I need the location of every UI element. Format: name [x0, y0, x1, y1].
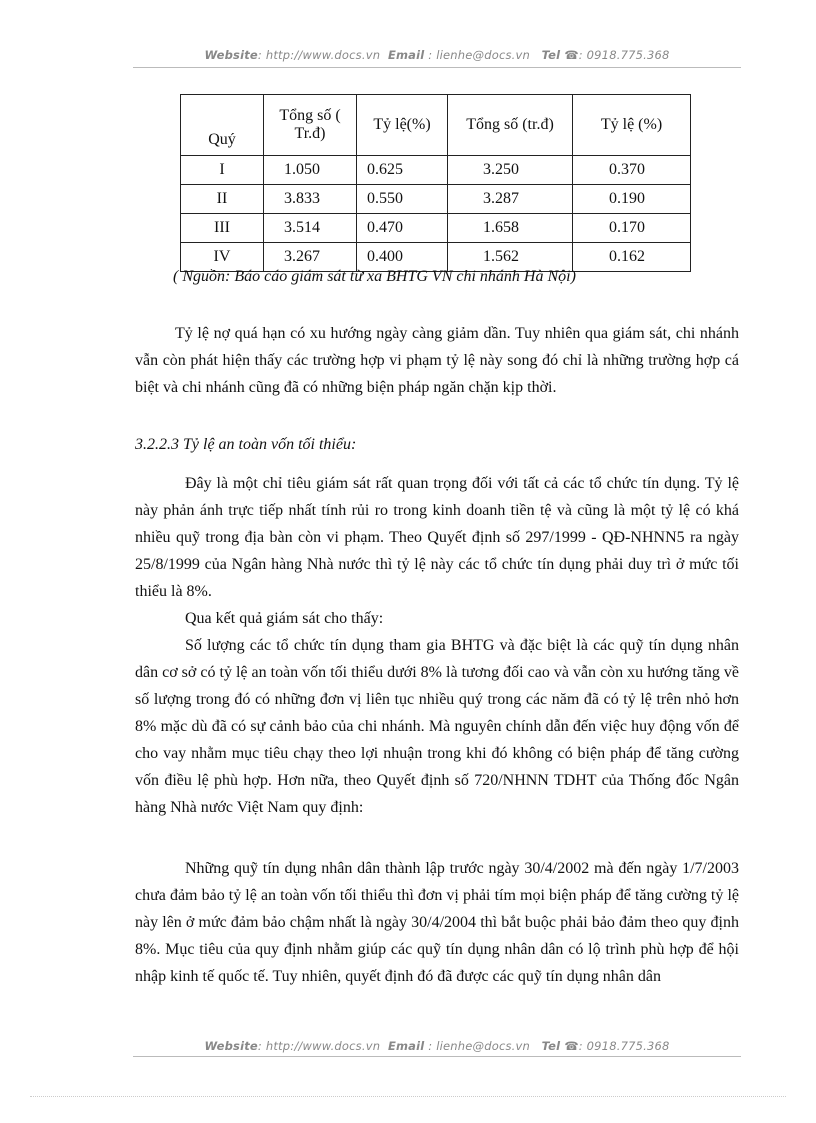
- table-cell: 0.470: [357, 214, 448, 243]
- footer-email-label: Email: [387, 1039, 425, 1053]
- section-heading: 3.2.2.3 Tỷ lệ an toàn vốn tối thiểu:: [135, 436, 357, 453]
- table-cell: 1.658: [448, 214, 573, 243]
- table-row: [181, 156, 691, 185]
- table-cell: II: [181, 185, 264, 214]
- table-header-cell: Tổng số (tr.đ): [448, 95, 573, 156]
- table-cell: 0.400: [357, 243, 448, 272]
- table-cell: 3.287: [448, 185, 573, 214]
- paragraph: Tỷ lệ nợ quá hạn có xu hướng ngày càng giảm dần. Tuy nhiên qua giám sát, chi nhánh vẫn còn phát hiện thấy các trường hợp vi phạm tỷ lệ này song đó chỉ là những trường hợp cá biệt và chi nhánh cũng đã có những biện pháp ngăn chặn kịp thời.: [135, 325, 739, 396]
- table-header-cell: Tỷ lệ(%): [357, 95, 448, 156]
- header-email-value: : lienhe@docs.vn: [428, 48, 531, 62]
- table-header-row: [181, 95, 691, 156]
- header-website-label: Website: [204, 48, 258, 62]
- table-cell: 3.267: [264, 243, 357, 272]
- page-header: [133, 48, 741, 62]
- header-email-label: Email: [387, 48, 425, 62]
- table-cell: 0.625: [357, 156, 448, 185]
- footer-divider: [133, 1056, 741, 1057]
- phone-icon: ☎: [564, 1039, 579, 1053]
- paragraph: Những quỹ tín dụng nhân dân thành lập trước ngày 30/4/2002 mà đến ngày 1/7/2003 chưa đảm bảo tỷ lệ an toàn vốn tối thiểu thì đơn vị phải tím mọi biện pháp để tăng cường tỷ lệ này lên ở mức đảm bảo chậm nhất là ngày 30/4/2004 thì bắt buộc phải bảo đảm theo quy định 8%. Mục tiêu của quy định nhằm giúp các quỹ tín dụng nhân dân có lộ trình phù hợp để hội nhập kinh tế quốc tế. Tuy nhiên, quyết định đó đã được các quỹ tín dụng nhân dân: [135, 860, 739, 985]
- page-bottom-divider: [30, 1096, 786, 1097]
- table-header-cell: Quý: [181, 95, 264, 156]
- table-cell: IV: [181, 243, 264, 272]
- table-row: [181, 214, 691, 243]
- table-cell: 0.370: [573, 156, 691, 185]
- footer-website-label: Website: [204, 1039, 258, 1053]
- data-table: [180, 94, 691, 272]
- table-row: [181, 185, 691, 214]
- header-tel-value: : 0918.775.368: [578, 48, 670, 62]
- paragraph: Số lượng các tổ chức tín dụng tham gia BHTG và đặc biệt là các quỹ tín dụng nhân dân cơ sở có tỷ lệ an toàn vốn tối thiểu dưới 8% là tương đối cao và vẫn còn xu hướng tăng về số lượng trong đó có những đơn vị liên tục nhiều quý trong các năm đã có tỷ lệ trên nhỏ hơn 8% mặc dù đã có sự cảnh bảo của chi nhánh. Mà nguyên chính dẫn đến việc huy động vốn để cho vay nhằm mục tiêu chạy theo lợi nhuận trong khi đó không có biện pháp để tăng cường vốn điều lệ phù hợp. Hơn nữa, theo Quyết định số 720/NHNN TDHT của Thống đốc Ngân hàng Nhà nước Việt Nam quy định:: [135, 637, 739, 816]
- table-header-cell: Tỷ lệ (%): [573, 95, 691, 156]
- paragraph: Đây là một chỉ tiêu giám sát rất quan trọng đối với tất cả các tổ chức tín dụng. Tỷ lệ này phản ánh trực tiếp nhất tính rủi ro trong kinh doanh tiền tệ và cũng là một tỷ lệ có khá nhiều quỹ trong địa bàn còn vi phạm. Theo Quyết định số 297/1999 - QĐ-NHNN5 ra ngày 25/8/1999 của Ngân hàng Nhà nước thì tỷ lệ này các tổ chức tín dụng phải duy trì ở mức tối thiểu là 8%.: [135, 475, 739, 600]
- table-cell: 3.833: [264, 185, 357, 214]
- table-cell: 0.550: [357, 185, 448, 214]
- header-divider: [133, 67, 741, 68]
- footer-tel-value: : 0918.775.368: [578, 1039, 670, 1053]
- footer-email-value: : lienhe@docs.vn: [428, 1039, 531, 1053]
- phone-icon: ☎: [564, 48, 579, 62]
- table-cell: III: [181, 214, 264, 243]
- table-cell: 0.190: [573, 185, 691, 214]
- table-cell: 0.170: [573, 214, 691, 243]
- table-cell: 1.562: [448, 243, 573, 272]
- table-source-note: ( Nguồn: Báo cáo giám sát từ xa BHTG VN chi nhánh Hà Nội): [173, 268, 576, 285]
- footer-tel-label: Tel: [541, 1039, 561, 1053]
- footer-website-value: : http://www.docs.vn: [257, 1039, 381, 1053]
- table-cell: 1.050: [264, 156, 357, 185]
- table-header-cell: Tổng số ( Tr.đ): [264, 95, 357, 156]
- table-cell: 3.514: [264, 214, 357, 243]
- table-cell: 0.162: [573, 243, 691, 272]
- header-tel-label: Tel: [541, 48, 561, 62]
- header-website-value: : http://www.docs.vn: [257, 48, 381, 62]
- table-cell: I: [181, 156, 264, 185]
- table-cell: 3.250: [448, 156, 573, 185]
- page-footer: [133, 1039, 741, 1053]
- paragraph: Qua kết quả giám sát cho thấy:: [185, 610, 384, 627]
